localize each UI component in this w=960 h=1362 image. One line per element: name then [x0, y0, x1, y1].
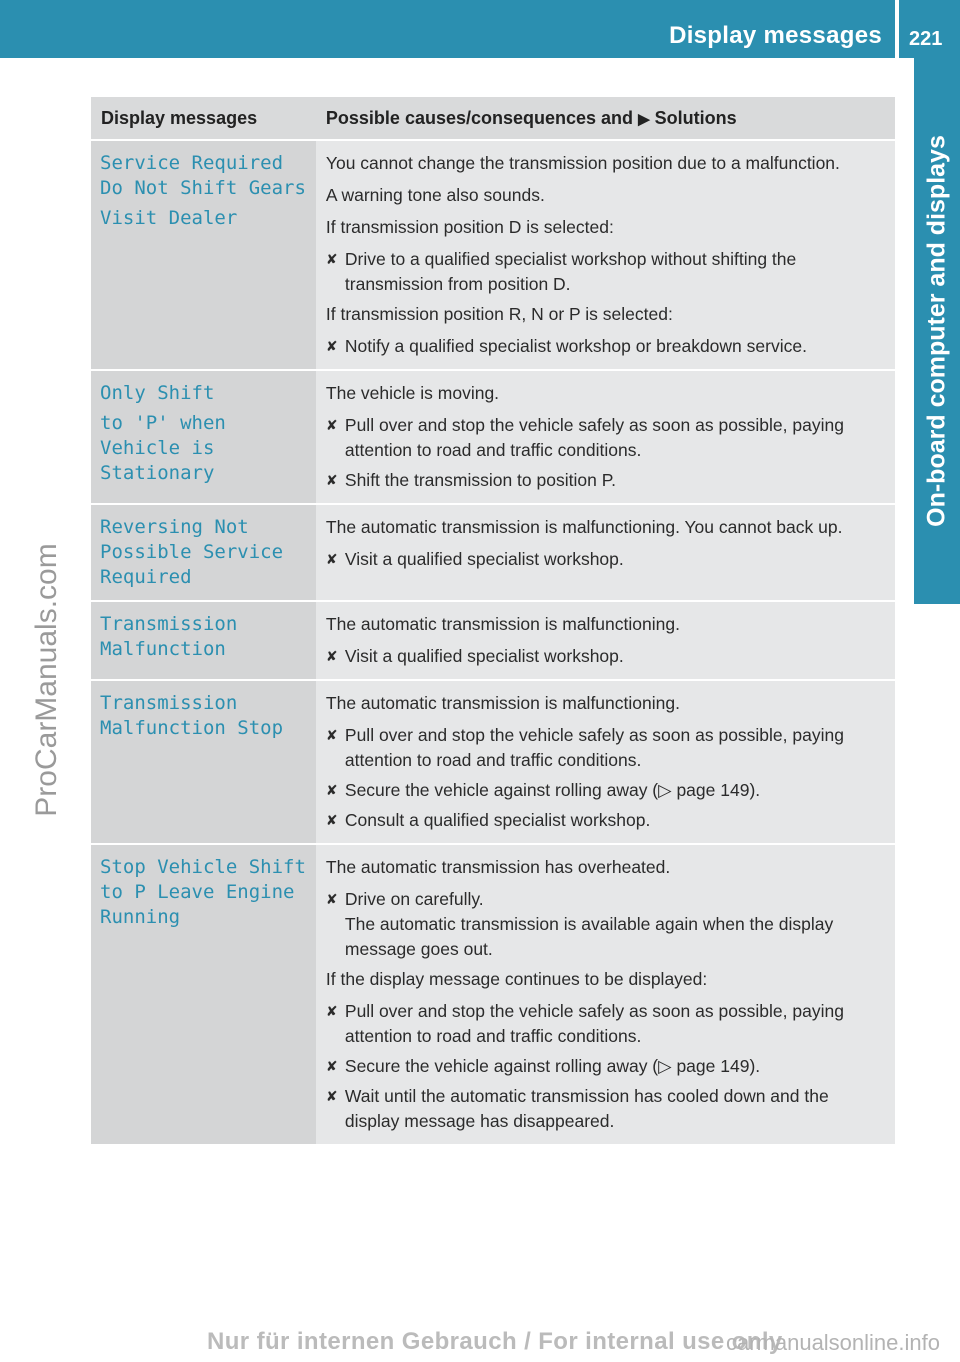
message-line: Reversing Not: [100, 516, 249, 538]
message-line: Required: [100, 566, 192, 588]
step-marker-icon: ✘: [325, 1058, 338, 1074]
step-marker-icon: ✘: [325, 891, 338, 907]
display-message-text: [100, 151, 306, 231]
cause-text: If the display message continues to be displayed:: [325, 969, 708, 989]
message-line: Visit Dealer: [100, 207, 238, 229]
cause-text: The vehicle is moving.: [325, 383, 500, 403]
section-title: Display messages: [669, 22, 882, 49]
solution-step: [326, 1084, 887, 1134]
message-cell: [91, 370, 316, 504]
table-body: [91, 140, 895, 1144]
step-text: Pull over and stop the vehicle safely as soon as possible, paying attention to road and traffic conditions.: [344, 415, 844, 460]
message-cell: [91, 140, 316, 370]
play-arrow-icon: ▶: [638, 110, 650, 128]
step-text: Notify a qualified specialist workshop or breakdown service.: [344, 336, 807, 356]
message-line: Service Required: [100, 152, 284, 174]
step-text: Visit a qualified specialist workshop.: [344, 549, 624, 569]
step-text: Secure the vehicle against rolling away (▷ page 149).: [344, 1056, 761, 1076]
table-row: [91, 844, 895, 1144]
cause-text: The automatic transmission is malfunctioning.: [325, 614, 680, 634]
cause-text: If transmission position D is selected:: [325, 217, 614, 237]
solution-step: [326, 778, 887, 803]
table-row: [91, 680, 895, 844]
step-marker-icon: ✘: [325, 727, 338, 743]
table-row: [91, 370, 895, 504]
step-marker-icon: ✘: [325, 338, 338, 354]
step-marker-icon: ✘: [325, 417, 338, 433]
solution-cell: [316, 140, 895, 370]
table-header-row: [91, 97, 895, 140]
display-message-text: [100, 515, 306, 590]
solution-step: [326, 644, 887, 669]
solution-step: [326, 999, 887, 1049]
solution-step: [326, 468, 887, 493]
table-row: [91, 140, 895, 370]
solution-content: [326, 515, 887, 572]
step-marker-icon: ✘: [325, 1088, 338, 1104]
site-watermark: ProCarManuals.com: [30, 543, 63, 817]
solution-step: [326, 413, 887, 463]
chapter-tab: [914, 58, 960, 604]
solution-cell: [316, 844, 895, 1144]
message-line: to 'P' when: [100, 412, 226, 434]
solution-content: [326, 855, 887, 1134]
message-line: Running: [100, 906, 181, 928]
message-line: Transmission: [100, 613, 238, 635]
message-cell: [91, 504, 316, 601]
message-line: Only Shift: [100, 382, 215, 404]
solution-content: [326, 381, 887, 493]
step-text: Consult a qualified specialist workshop.: [344, 810, 651, 830]
display-message-text: [100, 691, 306, 741]
solution-content: [326, 691, 887, 833]
display-messages-table: [91, 97, 895, 1144]
message-cell: [91, 844, 316, 1144]
message-line: Stop Vehicle Shift: [100, 856, 306, 878]
message-cell: [91, 680, 316, 844]
internal-use-notice: Nur für internen Gebrauch / For internal use only: [207, 1328, 783, 1355]
solution-step: [326, 887, 887, 962]
message-line: Vehicle is: [100, 437, 215, 459]
header-divider: [895, 0, 899, 58]
step-marker-icon: ✘: [325, 648, 338, 664]
message-line: Do Not Shift Gears: [100, 177, 306, 199]
display-message-text: [100, 381, 306, 486]
table-row: [91, 601, 895, 680]
step-text: Drive to a qualified specialist workshop without shifting the transmission from position D.: [344, 249, 797, 294]
step-marker-icon: ✘: [325, 472, 338, 488]
solution-step: [326, 247, 887, 297]
message-line: to P Leave Engine: [100, 881, 295, 903]
column-header-messages: Display messages: [91, 97, 316, 140]
step-marker-icon: ✘: [325, 782, 338, 798]
column-header-solutions: [316, 97, 895, 140]
message-cell: [91, 601, 316, 680]
chapter-title: On-board computer and displays: [922, 135, 951, 527]
step-marker-icon: ✘: [325, 551, 338, 567]
message-line: Malfunction Stop: [100, 717, 284, 739]
message-line: Stationary: [100, 462, 215, 484]
page-header-bar: [0, 0, 960, 58]
step-text: Visit a qualified specialist workshop.: [344, 646, 624, 666]
solution-cell: [316, 504, 895, 601]
display-message-text: [100, 855, 306, 930]
table-row: [91, 504, 895, 601]
step-note-text: The automatic transmission is available again when the display message goes out.: [344, 914, 834, 959]
cause-text: The automatic transmission has overheated.: [325, 857, 671, 877]
solution-content: [326, 151, 887, 359]
solution-step: [326, 1054, 887, 1079]
solution-step: [326, 334, 887, 359]
message-line: Malfunction: [100, 638, 226, 660]
message-line: Transmission: [100, 692, 238, 714]
solution-content: [326, 612, 887, 669]
solution-cell: [316, 680, 895, 844]
solution-cell: [316, 601, 895, 680]
step-text: Shift the transmission to position P.: [344, 470, 616, 490]
step-text: Pull over and stop the vehicle safely as soon as possible, paying attention to road and traffic conditions.: [344, 725, 844, 770]
step-marker-icon: ✘: [325, 251, 338, 267]
step-text: Pull over and stop the vehicle safely as soon as possible, paying attention to road and traffic conditions.: [344, 1001, 844, 1046]
display-message-text: [100, 612, 306, 662]
footer-site-watermark: carmanualsonline.info: [725, 1330, 940, 1355]
cause-text: If transmission position R, N or P is selected:: [325, 304, 673, 324]
cause-text: The automatic transmission is malfunctioning. You cannot back up.: [325, 517, 843, 537]
page-number: 221: [909, 28, 943, 50]
cause-text: The automatic transmission is malfunctioning.: [325, 693, 680, 713]
step-text: Wait until the automatic transmission has cooled down and the display message has disappeared.: [344, 1086, 829, 1131]
solution-step: [326, 547, 887, 572]
step-text: Secure the vehicle against rolling away (▷ page 149).: [344, 780, 761, 800]
cause-text: A warning tone also sounds.: [325, 185, 545, 205]
step-marker-icon: ✘: [325, 812, 338, 828]
solution-step: [326, 808, 887, 833]
solution-cell: [316, 370, 895, 504]
column-header-solutions-b: Solutions: [654, 107, 737, 128]
cause-text: You cannot change the transmission position due to a malfunction.: [325, 153, 840, 173]
step-marker-icon: ✘: [325, 1003, 338, 1019]
column-header-solutions-a: Possible causes/consequences and: [325, 107, 634, 128]
message-line: Possible Service: [100, 541, 284, 563]
step-text: Drive on carefully.: [344, 889, 484, 909]
solution-step: [326, 723, 887, 773]
